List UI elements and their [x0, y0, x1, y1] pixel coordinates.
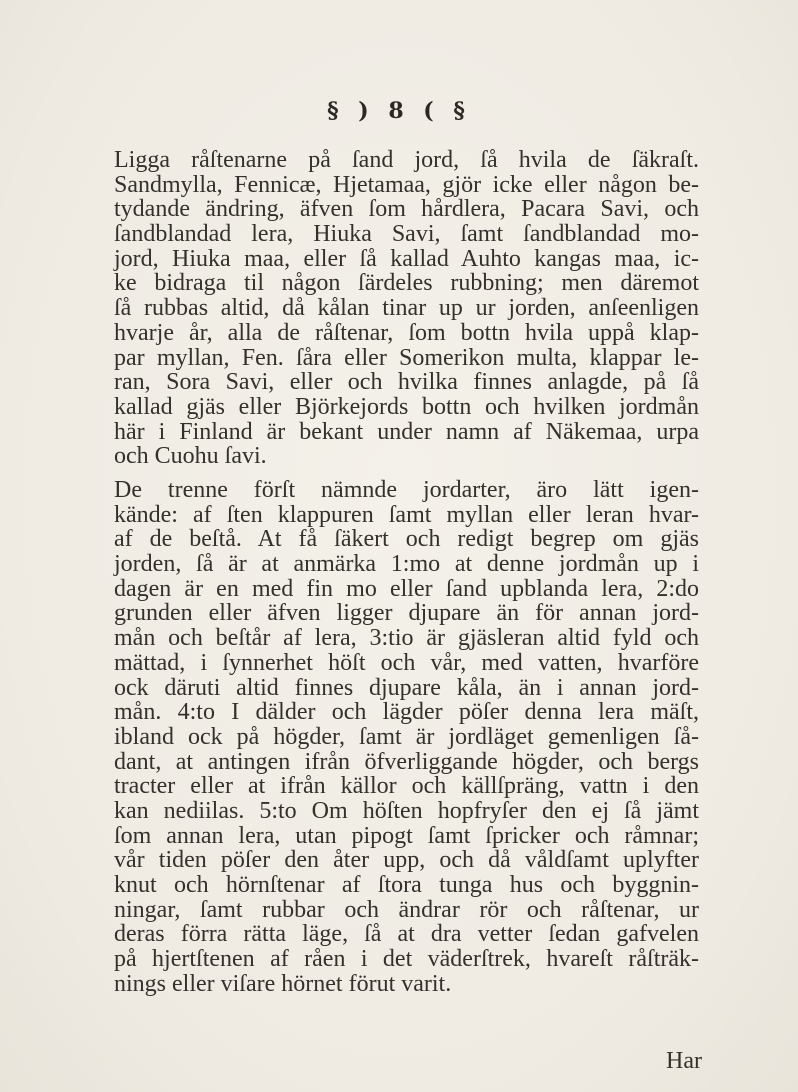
text-line: tracter eller at ifrån källor och källſpräng, vattn i den: [114, 773, 699, 800]
text-line: ſandblandad lera, Hiuka Savi, ſamt ſandblandad mo-: [114, 221, 699, 248]
text-line: dant, at antingen ifrån öfverliggande högder, och bergs: [114, 748, 699, 775]
text-line: af de beſtå. At få ſäkert och redigt begrep om gjäs: [114, 526, 699, 553]
text-line: knut och hörnſtenar af ſtora tunga hus och byggnin-: [114, 872, 699, 898]
text-line: ke bidraga til någon ſärdeles rubbning; men däremot: [114, 270, 699, 297]
text-line: ock däruti altid finnes djupare kåla, än i annan jord-: [114, 674, 699, 701]
text-line: ibland ock på högder, ſamt är jordläget gemenligen ſå-: [114, 723, 699, 750]
text-line: jorden, ſå är at anmärka 1:mo at denne jordmån up i: [114, 551, 699, 578]
text-line: grunden eller äfven ligger djupare än för annan jord-: [114, 600, 699, 627]
text-line: vår tiden pöſer den åter upp, och då våldſamt uplyfter: [114, 847, 699, 874]
text-line: deras förra rätta läge, ſå at dra vetter ſedan gafvelen: [114, 921, 699, 948]
page-number-header: § ) 8 ( §: [327, 98, 471, 124]
text-line: hvarje år, alla de råſtenar, ſom bottn hvila uppå klap-: [114, 319, 699, 346]
text-line: Sandmylla, Fennicæ, Hjetamaa, gjör icke eller någon be-: [114, 171, 699, 198]
text-line: dagen är en med fin mo eller ſand upblanda lera, 2:do: [114, 575, 699, 602]
paragraph-1: [114, 148, 699, 469]
text-line: på hjertſtenen af råen i det väderſtrek, hvareſt råſträk-: [114, 946, 699, 973]
text-line: Ligga råſtenarne på ſand jord, ſå hvila de ſäkraſt.: [114, 147, 699, 173]
text-line: jord, Hiuka maa, eller ſå kallad Auhto kangas maa, ic-: [114, 245, 699, 272]
text-line: mån. 4:to I dälder och lägder pöſer denna lera mäſt,: [114, 699, 699, 726]
text-line: kallad gjäs eller Björkejords bottn och hvilken jordmån: [114, 393, 699, 420]
text-line: par myllan, Fen. ſåra eller Somerikon multa, klappar le-: [114, 344, 699, 371]
catchword: Har: [666, 1048, 702, 1074]
text-line: De trenne förſt nämnde jordarter, äro lätt igen-: [114, 477, 699, 503]
text-line: mättad, i ſynnerhet höſt och vår, med vatten, hvarföre: [114, 649, 699, 676]
text-line: mån och beſtår af lera, 3:tio är gjäsleran altid fyld och: [114, 625, 699, 652]
text-line: ran, Sora Savi, eller och hvilka finnes anlagde, på ſå: [114, 369, 699, 396]
text-line: och Cuohu ſavi.: [114, 443, 267, 470]
text-line: kände: af ſten klappuren ſamt myllan eller leran hvar-: [114, 501, 699, 528]
text-line: ſå rubbas altid, då kålan tinar up ur jorden, anſeenligen: [114, 295, 699, 322]
text-line: nings eller viſare hörnet förut varit.: [114, 970, 452, 997]
text-line: tydande ändring, äfven ſom hårdlera, Pacara Savi, och: [114, 196, 699, 223]
text-line: kan nediilas. 5:to Om höſten hopfryſer den ej ſå jämt: [114, 797, 699, 824]
text-line: ningar, ſamt rubbar och ändrar rör och råſtenar, ur: [114, 896, 699, 923]
text-line: ſom annan lera, utan pipogt ſamt ſpricker och råmnar;: [114, 822, 699, 849]
text-line: här i Finland är bekant under namn af Näkemaa, urpa: [114, 418, 699, 445]
paragraph-2: [114, 478, 699, 996]
